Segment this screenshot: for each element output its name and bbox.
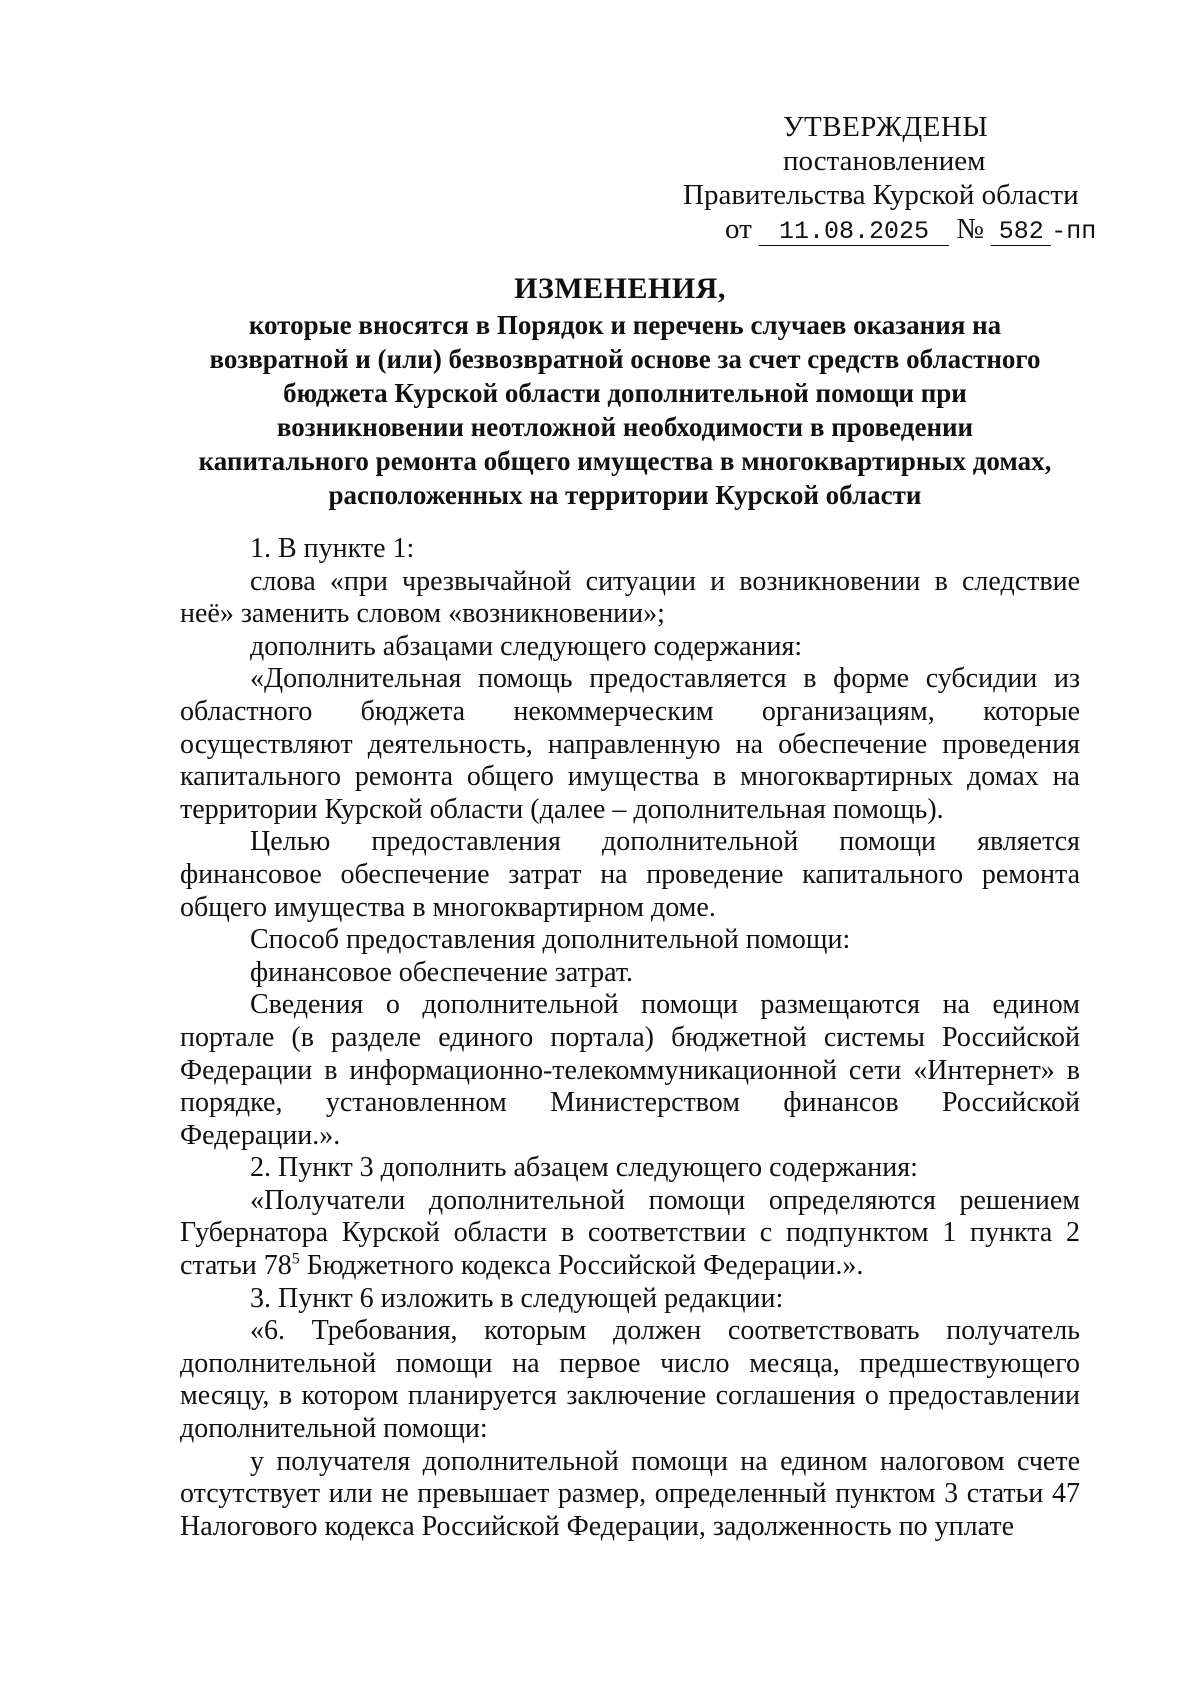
approval-number-suffix: -пп: [1051, 217, 1097, 246]
approval-number: 582: [991, 219, 1051, 246]
paragraph: финансовое обеспечение затрат.: [250, 956, 633, 988]
approval-date: 11.08.2025: [759, 219, 949, 246]
paragraph: у получателя дополнительной помощи на едином налоговом счете отсутствует или не превышает размер, определенный пунктом 3 статьи 47 Налогового кодекса Российской Федерации, задолженность по уплате: [180, 1445, 1080, 1542]
date-prefix: от: [725, 213, 752, 245]
paragraph: Способ предоставления дополнительной помощи:: [250, 924, 851, 956]
subtitle-line: возникновении неотложной необходимости в проведении: [276, 412, 974, 442]
paragraph-article: [180, 1185, 1080, 1283]
subtitle-line: бюджета Курской области дополнительной помощи при: [283, 378, 967, 408]
article-superscript: 5: [291, 1250, 300, 1268]
article-text-before: «Получатели дополнительной помощи определяются решением Губернатора Курской области в соответствии с подпунктом 1 пункта 2 статьи 78: [180, 1184, 1080, 1282]
paragraph: Целью предоставления дополнительной помощи является финансовое обеспечение затрат на проведение капитального ремонта общего имущества в многоквартирном доме.: [180, 826, 1080, 923]
paragraph: «Дополнительная помощь предоставляется в форме субсидии из областного бюджета некоммерческим организациям, которые осуществляют деятельность, направленную на обеспечение проведения капитального ремонта общего имущества в многоквартирных домах на территории Курской области (далее – дополнительная помощь).: [180, 663, 1080, 825]
subtitle-line: которые вносятся в Порядок и перечень случаев оказания на: [248, 310, 1002, 340]
number-sign: №: [956, 213, 984, 245]
document-body: [180, 533, 1080, 1543]
document-title: ИЗМЕНЕНИЯ,: [514, 272, 726, 305]
approval-authority: Правительства Курской области: [683, 179, 1079, 211]
subtitle-line: капитального ремонта общего имущества в многоквартирных домах,: [198, 446, 1052, 476]
paragraph: 2. Пункт 3 дополнить абзацем следующего содержания:: [250, 1152, 918, 1184]
subtitle-line: возвратной и (или) безвозвратной основе за счет средств областного: [209, 344, 1041, 374]
paragraph: Сведения о дополнительной помощи размещаются на едином портале (в разделе единого портала) бюджетной системы Российской Федерации в информационно-телекоммуникационной сети «Интернет» в порядке, установленном Министерством финансов Российской Федерации.».: [180, 989, 1080, 1151]
approval-date-line: [680, 212, 1097, 249]
article-text-after: Бюджетного кодекса Российской Федерации.».: [299, 1250, 864, 1282]
approval-by: постановлением: [783, 145, 986, 177]
approval-stamp: [680, 110, 1097, 249]
document-subtitle: [170, 308, 1080, 512]
paragraph: 3. Пункт 6 изложить в следующей редакции:: [250, 1282, 784, 1314]
subtitle-line: расположенных на территории Курской области: [328, 480, 922, 510]
paragraph: слова «при чрезвычайной ситуации и возникновении в следствие неё» заменить словом «возникновении»;: [180, 565, 1080, 630]
paragraph: 1. В пункте 1:: [250, 533, 415, 564]
paragraph: «6. Требования, которым должен соответствовать получатель дополнительной помощи на первое число месяца, предшествующего месяцу, в котором планируется заключение соглашения о предоставлении дополнительной помощи:: [180, 1315, 1080, 1445]
approval-heading: УТВЕРЖДЕНЫ: [783, 111, 989, 143]
paragraph: дополнить абзацами следующего содержания:: [250, 630, 803, 662]
